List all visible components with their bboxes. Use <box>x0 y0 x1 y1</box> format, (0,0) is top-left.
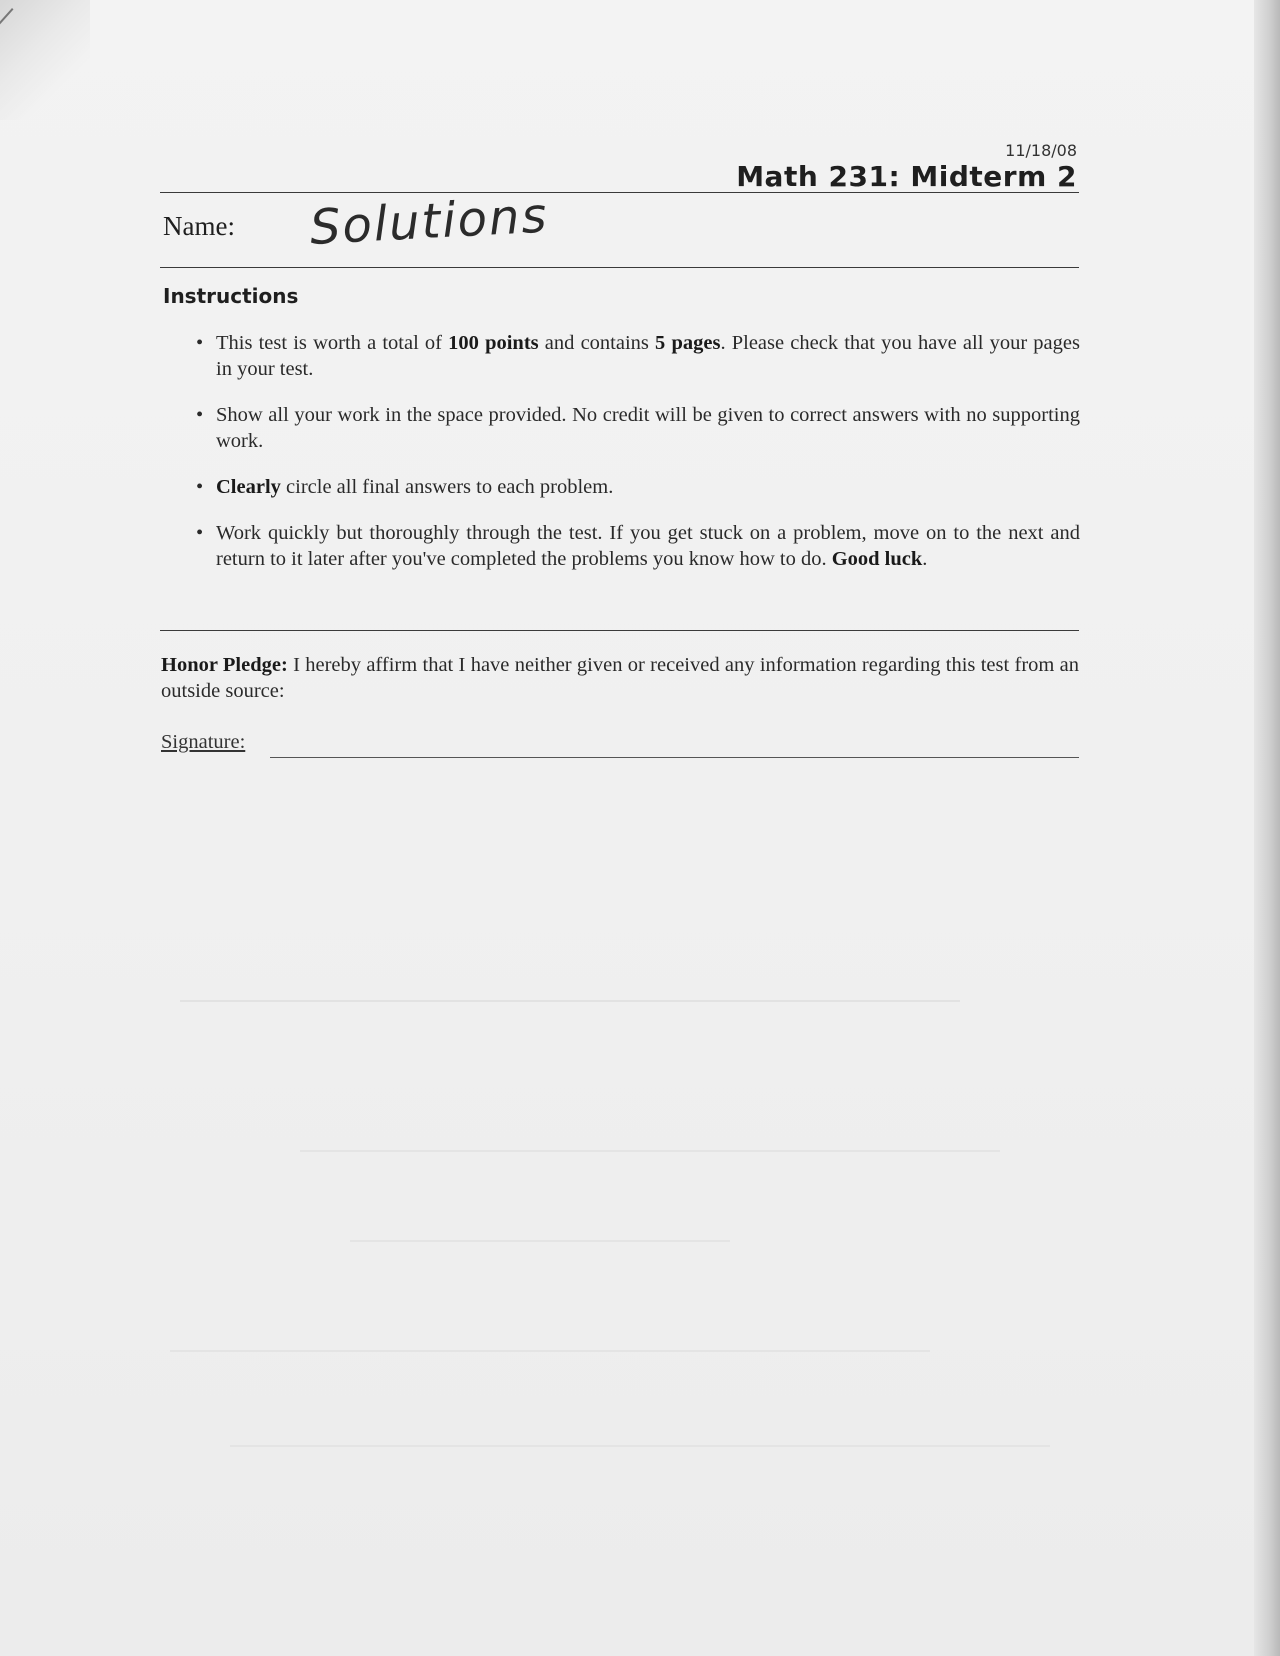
name-label: Name: <box>163 211 235 241</box>
instructions-list <box>196 330 1080 592</box>
instructions-heading: Instructions <box>163 284 299 308</box>
instruction-text: circle all final answers to each problem. <box>280 476 614 498</box>
header-rule <box>160 192 1079 193</box>
instruction-text: and contains <box>538 332 656 354</box>
instruction-item <box>196 474 1080 500</box>
instruction-text: Work quickly but thoroughly through the test. If you get stuck on a problem, move on to the next and return to it later after you've completed the problems you know how to do. <box>216 522 1080 570</box>
instruction-item <box>196 402 1080 454</box>
name-rule <box>160 267 1079 268</box>
instruction-emphasis: 5 pages <box>655 332 721 354</box>
instruction-emphasis: Clearly <box>216 476 281 498</box>
section-rule <box>160 630 1079 631</box>
instruction-text: . Please check that you have all your pages in your test. <box>216 332 1080 380</box>
signature-line <box>270 757 1079 758</box>
exam-date: 11/18/08 <box>1005 141 1077 160</box>
instruction-emphasis: 100 points <box>448 332 539 354</box>
signature-label: Signature: <box>161 731 246 753</box>
name-handwritten-value: Solutions <box>308 187 550 256</box>
course-title: Math 231: Midterm 2 <box>736 160 1077 193</box>
honor-pledge-label: Honor Pledge: <box>161 654 288 676</box>
instruction-item <box>196 520 1080 572</box>
instruction-text: This test is worth a total of <box>216 332 449 354</box>
instruction-text: . <box>922 548 928 570</box>
instruction-emphasis: Good luck <box>831 548 923 570</box>
page-edge-shadow <box>1254 0 1280 1656</box>
page-corner-fold <box>0 0 90 120</box>
instruction-item <box>196 330 1080 382</box>
instruction-text: Show all your work in the space provided. No credit will be given to correct answers with no supporting work. <box>216 404 1080 452</box>
honor-pledge <box>161 652 1079 704</box>
honor-pledge-text: I hereby affirm that I have neither given or received any information regarding this test from an outside source: <box>161 654 1080 702</box>
